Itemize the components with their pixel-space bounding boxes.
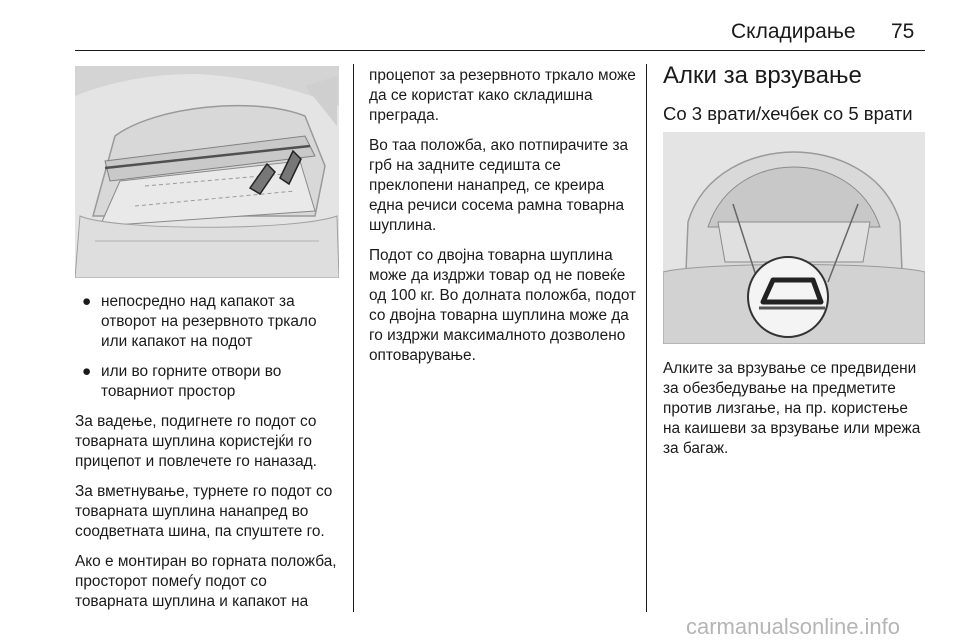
- bullet-symbol: ●: [82, 363, 92, 380]
- column-divider-left: [353, 64, 354, 612]
- bullet-item: [75, 292, 341, 352]
- subsection-heading: Со 3 врати/хечбек со 5 врати: [663, 103, 913, 124]
- paragraph: процепот за резервното тркало може да се користат како складишна преграда.: [369, 67, 636, 124]
- column-divider-right: [646, 64, 647, 612]
- bullet-symbol: ●: [82, 293, 92, 310]
- left-column: [75, 292, 341, 622]
- tie-down-eyes-illustration: [663, 132, 925, 344]
- paragraph: За вадење, подигнете го подот со товарната шуплина користејќи го прицепот и повлечете го наназад.: [75, 413, 317, 470]
- middle-column: [369, 66, 637, 376]
- paragraph: Ако е монтиран во горната положба, просторот помеѓу подот со товарната шуплина и капакот на: [75, 553, 337, 610]
- section-title: Складирање: [731, 20, 856, 43]
- paragraph: За вметнување, турнете го подот со товарната шуплина нанапред во соодветната шина, па спуштете го.: [75, 483, 333, 540]
- page-number: 75: [891, 20, 915, 43]
- right-column-text: [663, 359, 929, 469]
- cargo-floor-illustration: [75, 66, 339, 278]
- section-heading: Алки за врзување: [663, 62, 862, 89]
- bullet-item: [75, 362, 341, 402]
- paragraph: Подот со двојна товарна шуплина може да издржи товар од не повеќе од 100 кг. Во долната положба, подот со двојна товарна шуплина може да го издржи максималното дозволено оптоварување.: [369, 247, 637, 364]
- bullet-text: или во горните отвори во товарниот простор: [101, 363, 282, 400]
- bullet-text: непосредно над капакот за отворот на резервното тркало или капакот на подот: [101, 293, 317, 350]
- paragraph: Во таа положба, ако потпирачите за грб на задните седишта се преклопени нанапред, се креира една речиси сосема рамна товарна шуплина.: [369, 137, 629, 234]
- paragraph: Алките за врзување се предвидени за обезбедување на предметите против лизгање, на пр. користење на каишеви за врзување или мрежа за багаж.: [663, 360, 921, 457]
- header-rule: [75, 50, 925, 51]
- watermark: carmanualsonline.info: [686, 614, 901, 639]
